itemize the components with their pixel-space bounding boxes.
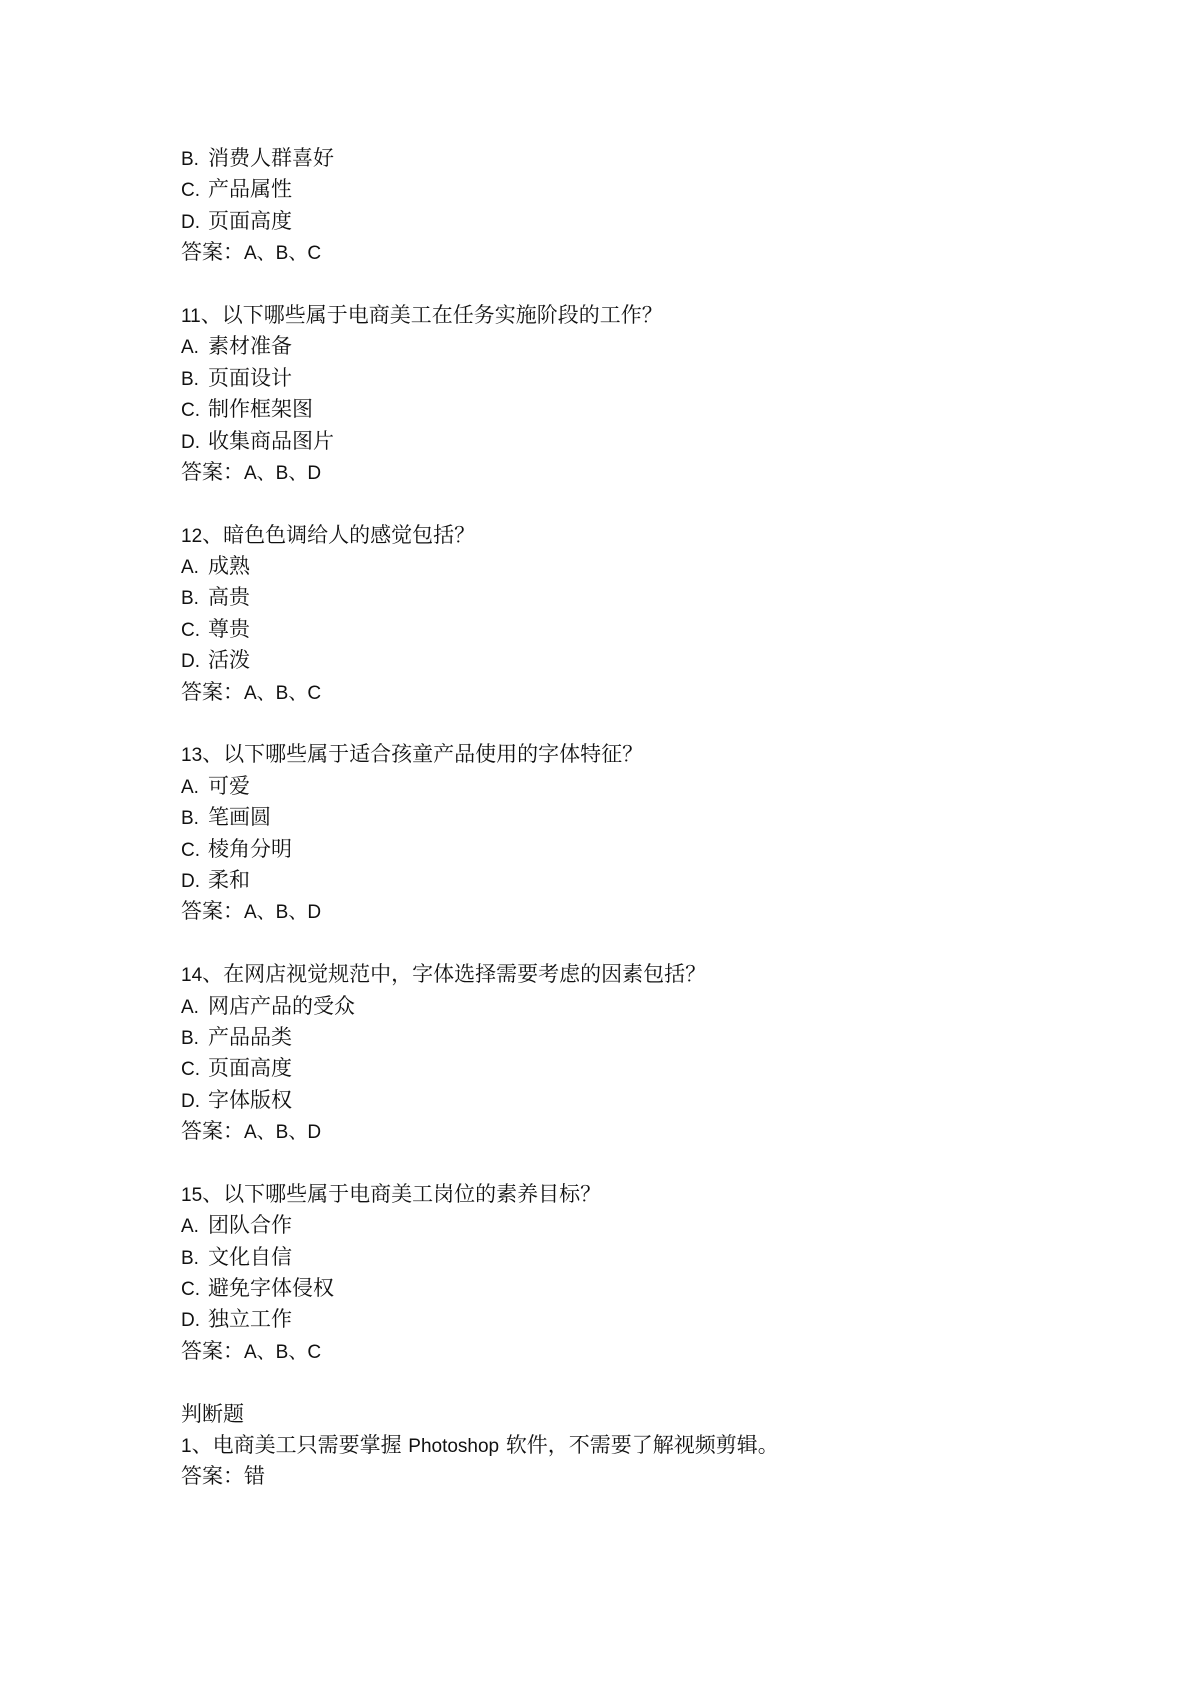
option-b: B. 笔画圆	[181, 805, 271, 830]
question-stem: 15、以下哪些属于电商美工岗位的素养目标？	[181, 1181, 602, 1206]
option-c: C. 页面高度	[181, 1056, 292, 1081]
section-heading: 判断题	[181, 1401, 244, 1426]
question-stem: 1、电商美工只需要掌握 Photoshop 软件，不需要了解视频剪辑。	[181, 1433, 779, 1458]
option-c: C. 尊贵	[181, 616, 250, 641]
option-b: B. 高贵	[181, 585, 250, 610]
option-a: A. 成熟	[181, 554, 250, 579]
option-c: C. 产品属性	[181, 177, 292, 202]
answer-line: 答案：A、B、D	[181, 459, 322, 484]
option-d: D. 页面高度	[181, 208, 292, 233]
option-a: A. 素材准备	[181, 334, 292, 359]
answer-line: 答案：错	[181, 1464, 265, 1489]
option-b: B. 页面设计	[181, 365, 292, 390]
option-d: D. 收集商品图片	[181, 428, 334, 453]
option-d: D. 柔和	[181, 867, 250, 892]
question-stem: 12、暗色色调给人的感觉包括？	[181, 522, 476, 547]
option-c: C. 制作框架图	[181, 397, 313, 422]
answer-line: 答案：A、B、C	[181, 240, 322, 265]
document-page	[181, 143, 1081, 1493]
option-a: A. 网店产品的受众	[181, 993, 355, 1018]
question-14	[181, 959, 1081, 1147]
question-stem: 11、以下哪些属于电商美工在任务实施阶段的工作？	[181, 302, 663, 327]
judgement-section	[181, 1399, 1081, 1493]
answer-line: 答案：A、B、D	[181, 1119, 322, 1144]
option-a: A. 可爱	[181, 773, 250, 798]
option-a: A. 团队合作	[181, 1213, 292, 1238]
question-15	[181, 1179, 1081, 1367]
option-b: B. 产品品类	[181, 1024, 292, 1049]
option-d: D. 独立工作	[181, 1307, 292, 1332]
option-b: B. 文化自信	[181, 1244, 292, 1269]
question-stem: 14、在网店视觉规范中，字体选择需要考虑的因素包括？	[181, 962, 707, 987]
option-d: D. 字体版权	[181, 1087, 292, 1112]
answer-line: 答案：A、B、C	[181, 1338, 322, 1363]
question-10-continued	[181, 143, 1081, 269]
question-stem: 13、以下哪些属于适合孩童产品使用的字体特征？	[181, 742, 644, 767]
question-13	[181, 739, 1081, 927]
answer-line: 答案：A、B、D	[181, 899, 322, 924]
question-11	[181, 300, 1081, 488]
option-d: D. 活泼	[181, 648, 250, 673]
answer-line: 答案：A、B、C	[181, 679, 322, 704]
option-c: C. 棱角分明	[181, 836, 292, 861]
question-12	[181, 520, 1081, 708]
option-b: B. 消费人群喜好	[181, 146, 334, 170]
option-c: C. 避免字体侵权	[181, 1276, 334, 1301]
